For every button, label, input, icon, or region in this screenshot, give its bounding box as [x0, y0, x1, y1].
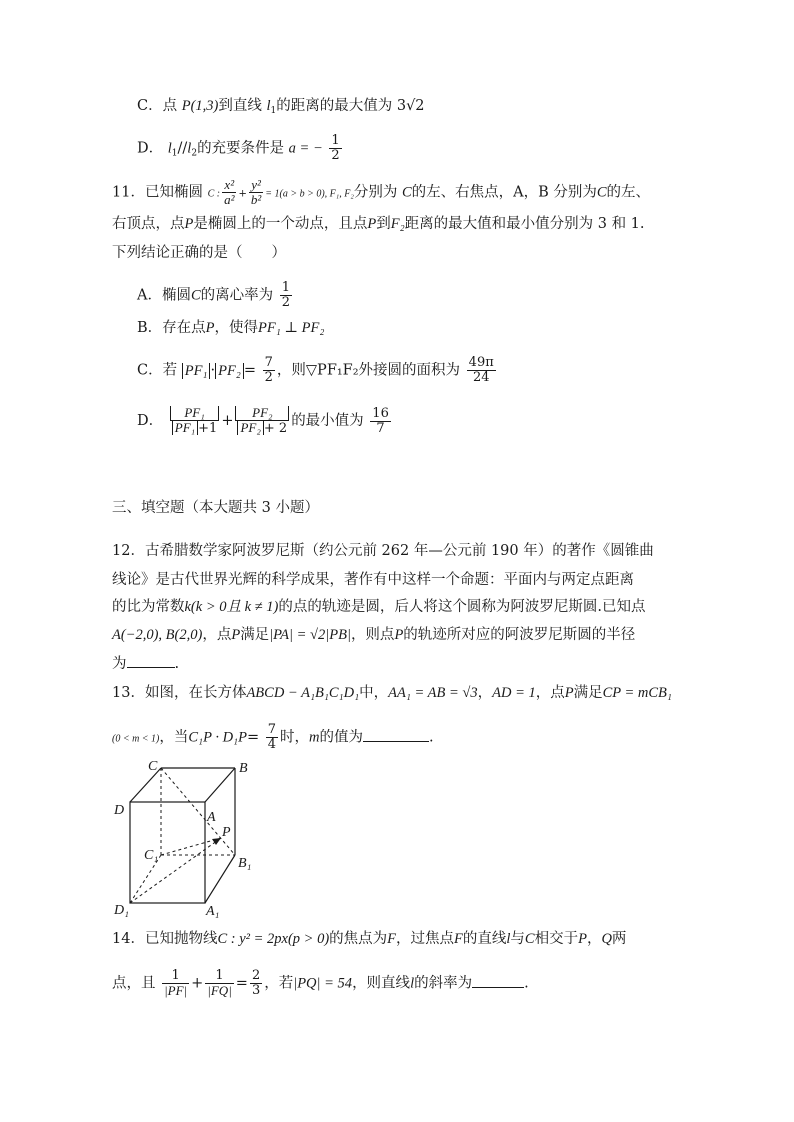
label-c1: C₁: [144, 848, 159, 863]
label-b: B: [239, 761, 248, 776]
q14-line2: 点，且 $\frac{1}{|PF|}$ + $\frac{1}{|FQ|}$ = $\frac{2}{3}$ ，若|PQ| = 54，则直线l的斜率为 .: [112, 968, 529, 998]
q12-line1: 12．古希腊数学家阿波罗尼斯（约公元前 262 年—公元前 190 年）的著作《圆锥曲: [112, 543, 654, 559]
q13-answer-blank[interactable]: [363, 727, 429, 742]
q10-option-d: D． $l_1//l_2$的充要条件是 a = − $\frac{1}{2}$: [137, 133, 340, 163]
edge-ab: [205, 768, 235, 802]
q13-line1: 13．如图，在长方体ABCD − A₁B₁C₁D₁中，AA₁ = AB = √3，AD = 1，点P满足CP = mCB₁: [112, 685, 672, 701]
q11-option-d: D． $\frac{\text{PF₁}}{\text{PF₁ +1}}$ + $\frac{\text{PF₂}}{\text{PF₂ + 2}}$ 的最小值为 $\frac{16}{7}$: [137, 405, 389, 436]
q12-answer-blank[interactable]: [127, 653, 175, 668]
q12-line5: 为 .: [112, 653, 179, 674]
edge-a1b1: [205, 855, 235, 903]
label-d: D: [114, 803, 125, 818]
q11-line2: 右顶点，点P是椭圆上的一个动点，且点P到F₂距离的最大值和最小值分别为 3 和 1.: [112, 216, 645, 232]
q14-answer-blank[interactable]: [472, 973, 524, 988]
q14-line1: 14．已知抛物线C : y² = 2px(p > 0)的焦点为F，过焦点F的直线l与C相交于P，Q两: [112, 931, 627, 947]
section-3-heading: 三、填空题（本大题共 3 小题）: [112, 500, 319, 516]
q11-option-b: B．存在点P，使得PF₁ ⊥ PF₂: [137, 320, 325, 336]
front-face: [130, 802, 205, 903]
label-b1: B₁: [238, 856, 252, 871]
cuboid-figure: [108, 755, 278, 920]
q10-option-c: C．点 P(1,3)到直线 $l_1$的距离的最大值为 3√2: [137, 98, 425, 116]
q11-option-c: C．若 PF₁ · PF₂ = $\frac{7}{2}$ ，则▽PF₁F₂外接圆的面积为 $\frac{49\pi}{24}$: [137, 355, 494, 385]
q12-line3: 的比为常数k(k > 0且 k ≠ 1)的点的轨迹是圆，后人将这个圆称为阿波罗尼斯圆.已知点: [112, 599, 646, 615]
q11-line1: 11．已知椭圆 C : $\frac{\text{x²}}{\text{a²}}$ + $\frac{\text{y²}}{\text{b²}}$ = 1(a > b > 0), F₁, F₂分别为 C的左、右焦点，A，B 分别为C的左、: [112, 177, 651, 207]
label-c: C: [148, 759, 158, 774]
q11-line3: 下列结论正确的是（ ）: [112, 245, 286, 261]
label-d1: D₁: [114, 903, 129, 918]
q11-option-a: A．椭圆C的离心率为 $\frac{1}{2}$: [137, 280, 291, 310]
label-p: P: [222, 825, 231, 840]
label-a1: A₁: [206, 904, 220, 919]
q12-line4: A(−2,0), B(2,0)，点P满足|PA| = √2|PB|，则点P的轨迹所对应的阿波罗尼斯圆的半径: [112, 627, 636, 643]
q13-line2: (0 < m < 1)，当C₁P · D₁P= $\frac{7}{4}$ 时，m的值为 .: [112, 722, 434, 752]
vector-c1p: [161, 838, 221, 855]
q12-line2: 线论》是古代世界光辉的科学成果，著作有中这样一个命题：平面内与两定点距离: [112, 572, 634, 588]
label-a: A: [207, 810, 216, 825]
